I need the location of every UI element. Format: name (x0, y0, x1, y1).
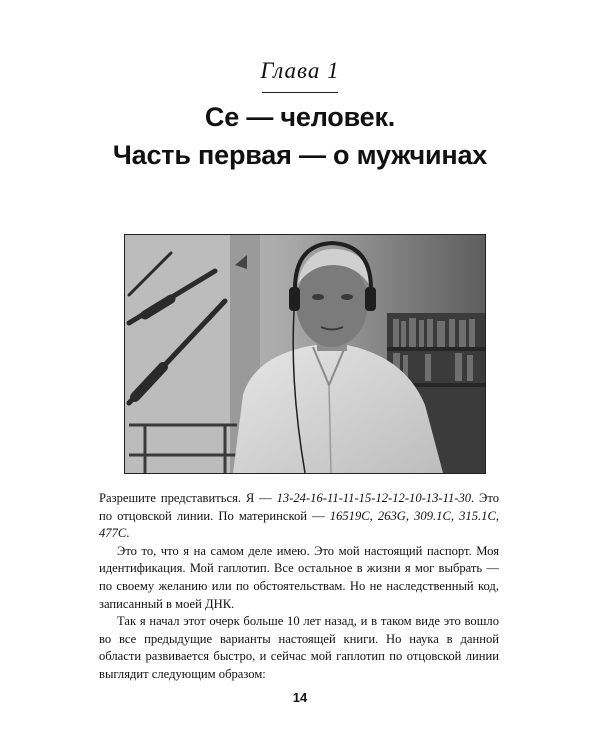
paragraph-history: Так я начал этот очерк больше 10 лет назад, и в таком виде это вошло во все предыдущие варианты настоящей книги. Но наука в данной области развивается быстро, и сейчас мой гаплотип по отцовской линии выглядит следующим образом: (99, 614, 499, 681)
paragraph-intro: Разрешите представиться. Я — 13-24-16-11-11-15-12-12-10-13-11-30. Это по отцовской линии. По материнской — 16519C, 263G, 309.1C, 315.1C, 477C. (99, 491, 500, 541)
page-number: 14 (292, 690, 308, 705)
body-text (99, 490, 499, 684)
maternal-haplotype: 16519C, 263G, 309.1C, 315.1C, 477C (99, 508, 499, 541)
chapter-underline (262, 92, 338, 93)
paragraph-passport: Это то, что я на самом деле имею. Это мой настоящий паспорт. Моя идентификация. Мой гаплотип. Все остальное в жизни я мог выбрать — по своему желанию или по обстоятельствам. Но не наследственный код, записанный в моей ДНК. (99, 543, 499, 611)
chapter-label: Глава 1 (260, 58, 340, 83)
chapter-title-line-1: Се — человек. (204, 102, 396, 132)
paternal-haplotype: 13-24-16-11-11-15-12-12-10-13-11-30 (276, 491, 472, 505)
author-photo (124, 234, 486, 474)
chapter-title-line-2: Часть первая — о мужчинах (112, 140, 488, 170)
